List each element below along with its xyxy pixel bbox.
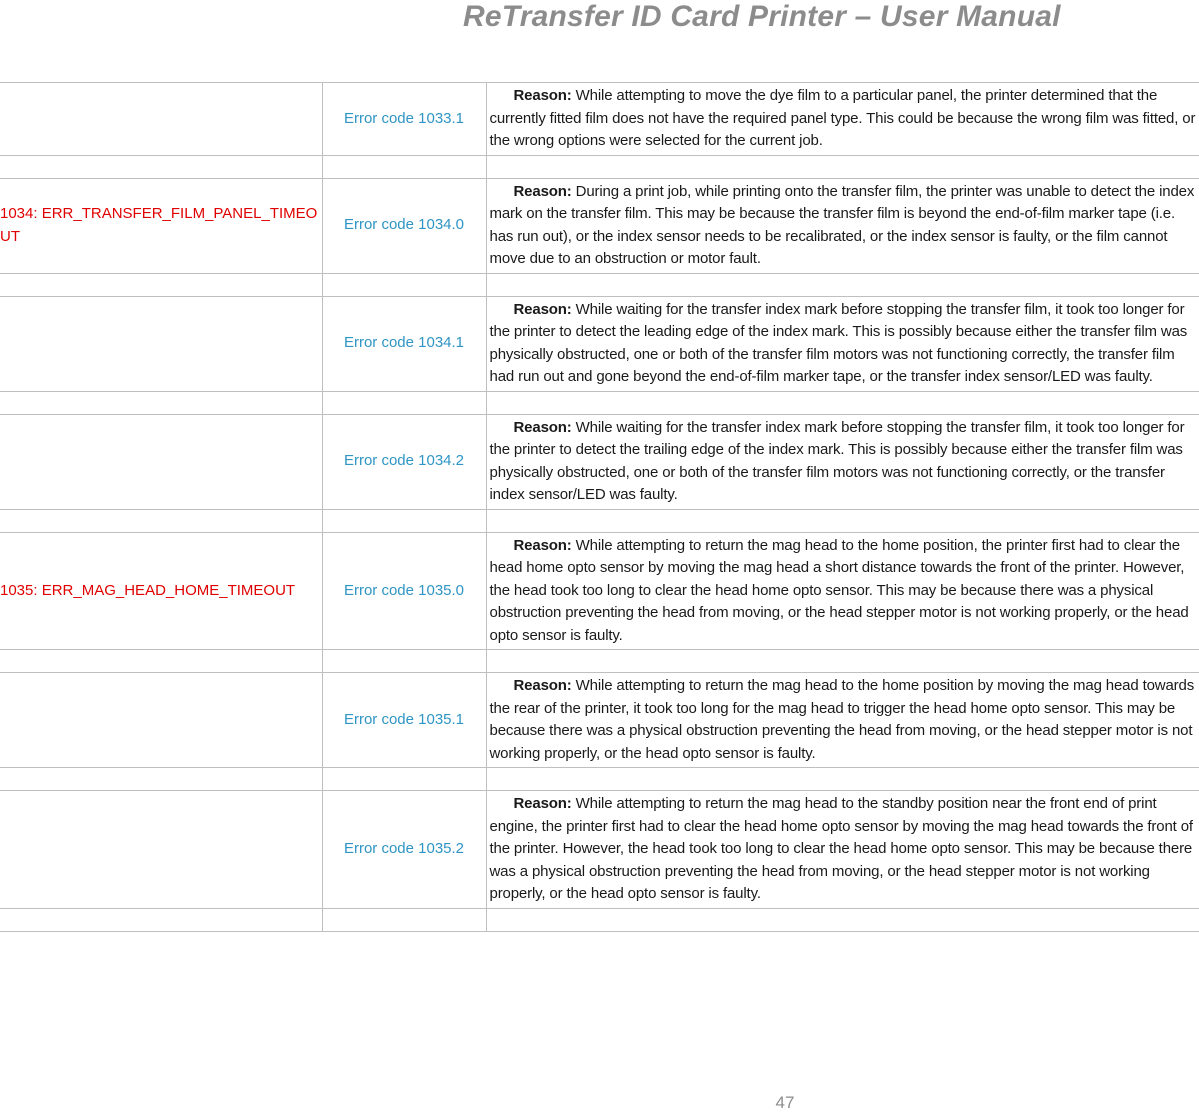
table-row (0, 532, 1199, 650)
reason-label: Reason: (513, 300, 572, 318)
spacer-row (0, 391, 1199, 414)
spacer-row (0, 273, 1199, 296)
page-number: 47 (775, 1093, 795, 1112)
error-reason-cell (486, 178, 1199, 273)
error-code-cell: Error code 1034.1 (322, 296, 486, 391)
error-name-cell (0, 296, 322, 391)
table-row (0, 414, 1199, 509)
error-code-table (0, 82, 1199, 932)
error-code-cell: Error code 1033.1 (322, 83, 486, 156)
error-reason-cell (486, 414, 1199, 509)
reason-text: While attempting to move the dye film to a particular panel, the printer determined that the currently fitted film does not have the required panel type. This could be because the wrong film was fitted, or the wrong options were selected for the current job. (489, 87, 1196, 149)
page-header-title: ReTransfer ID Card Printer – User Manual (463, 0, 1061, 33)
error-reason-cell (486, 532, 1199, 650)
spacer-row (0, 768, 1199, 791)
error-name-cell (0, 414, 322, 509)
reason-text: While attempting to return the mag head to the standby position near the front end of print engine, the printer first had to clear the head home opto sensor by moving the mag head towards the front of the printer. However, the head took too long to clear the head home opto sensor. This may be because there was a physical obstruction preventing the head from moving, or the head stepper motor is not working properly, or the head opto sensor is faulty. (489, 795, 1193, 902)
reason-text: During a print job, while printing onto the transfer film, the printer was unable to detect the index mark on the transfer film. This may be because the transfer film is beyond the end-of-film marker tape (i.e. has run out), or the index sensor needs to be recalibrated, or the index sensor is faulty, or the film cannot move due to an obstruction or motor fault. (489, 182, 1195, 267)
spacer-row (0, 509, 1199, 532)
reason-text: While attempting to return the mag head to the home position by moving the mag head towards the rear of the printer, it took too long for the mag head to trigger the head home opto sensor. This may be because there was a physical obstruction preventing the head from moving, or the head stepper motor is not working properly, or the head opto sensor is faulty. (489, 677, 1195, 762)
reason-label: Reason: (513, 795, 572, 812)
spacer-row (0, 650, 1199, 673)
error-reason-cell (486, 83, 1199, 156)
reason-text: While waiting for the transfer index mark before stopping the transfer film, it took too longer for the printer to detect the trailing edge of the index mark. This is possibly because either the transfer film was physically obstructed, one or both of the transfer film motors was not functioning correctly, or the transfer index sensor/LED was faulty. (489, 418, 1185, 503)
error-name-cell: 1034: ERR_TRANSFER_FILM_PANEL_TIMEOUT (0, 178, 322, 273)
error-code-cell: Error code 1034.0 (322, 178, 486, 273)
spacer-row (0, 908, 1199, 931)
table-row (0, 673, 1199, 768)
error-code-cell: Error code 1034.2 (322, 414, 486, 509)
reason-text: While attempting to return the mag head to the home position, the printer first had to clear the head home opto sensor by moving the mag head a short distance towards the front of the printer. However, the head took too long to clear the head home opto sensor. This may be because there was a physical obstruction preventing the head from moving, or the head stepper motor is not working properly, or the head opto sensor is faulty. (489, 536, 1189, 644)
reason-label: Reason: (513, 677, 572, 694)
reason-text: While waiting for the transfer index mark before stopping the transfer film, it took too longer for the printer to detect the leading edge of the index mark. This is possibly because either the transfer film was physically obstructed, one or both of the transfer film motors was not functioning correctly, the transfer film had run out and gone beyond the end-of-film marker tape, or the transfer index sensor/LED was faulty. (489, 300, 1188, 385)
table-row (0, 296, 1199, 391)
table-row (0, 178, 1199, 273)
error-code-cell: Error code 1035.2 (322, 791, 486, 909)
error-name-cell: 1035: ERR_MAG_HEAD_HOME_TIMEOUT (0, 532, 322, 650)
error-reason-cell (486, 296, 1199, 391)
reason-label: Reason: (513, 87, 572, 104)
error-name-cell (0, 673, 322, 768)
reason-label: Reason: (513, 418, 572, 436)
error-code-cell: Error code 1035.1 (322, 673, 486, 768)
spacer-row (0, 155, 1199, 178)
table-row (0, 791, 1199, 909)
reason-label: Reason: (513, 182, 572, 200)
error-name-cell (0, 83, 322, 156)
reason-label: Reason: (513, 536, 572, 554)
error-reason-cell (486, 673, 1199, 768)
error-name-cell (0, 791, 322, 909)
error-reason-cell (486, 791, 1199, 909)
error-code-cell: Error code 1035.0 (322, 532, 486, 650)
table-row (0, 83, 1199, 156)
